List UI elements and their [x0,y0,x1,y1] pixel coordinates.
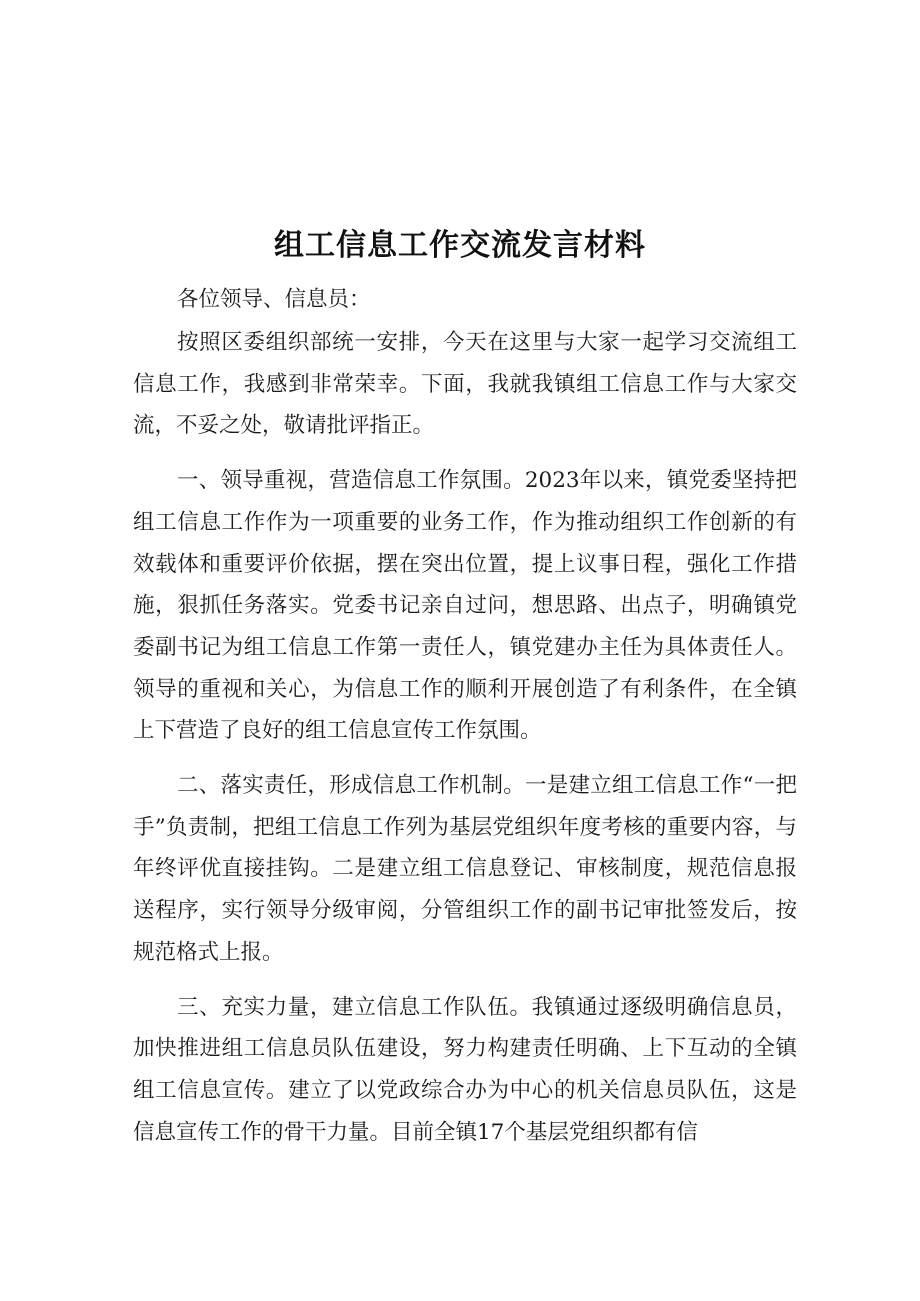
page-title: 组工信息工作交流发言材料 [274,228,646,263]
salutation: 各位领导、信息员： [177,287,371,312]
paragraph-section-3: 三、充实力量，建立信息工作队伍。我镇通过逐级明确信息员，加快推进组工信息员队伍建设，努力构建责任明确、上下互动的全镇组工信息宣传。建立了以党政综合办为中心的机关信息员队伍，这是信息宣传工作的骨干力量。目前全镇17个基层党组织都有信 [133,994,797,1145]
document-body [133,278,797,1166]
paragraph-intro: 按照区委组织部统一安排，今天在这里与大家一起学习交流组工信息工作，我感到非常荣幸。下面，我就我镇组工信息工作与大家交流，不妥之处，敬请批评指正。 [133,330,797,439]
paragraph-section-2: 二、落实责任，形成信息工作机制。一是建立组工信息工作“一把手”负责制，把组工信息工作列为基层党组织年度考核的重要内容，与年终评优直接挂钩。二是建立组工信息登记、审核制度，规范信息报送程序，实行领导分级审阅，分管组织工作的副书记审批签发后，按规范格式上报。 [133,773,797,965]
paragraph-section-1: 一、领导重视，营造信息工作氛围。2023年以来，镇党委坚持把组工信息工作作为一项重要的业务工作，作为推动组织工作创新的有效载体和重要评价依据，摆在突出位置，提上议事日程，强化工作措施，狠抓任务落实。党委书记亲自过问，想思路、出点子，明确镇党委副书记为组工信息工作第一责任人，镇党建办主任为具体责任人。领导的重视和关心，为信息工作的顺利开展创造了有利条件，在全镇上下营造了良好的组工信息宣传工作氛围。 [133,468,797,744]
